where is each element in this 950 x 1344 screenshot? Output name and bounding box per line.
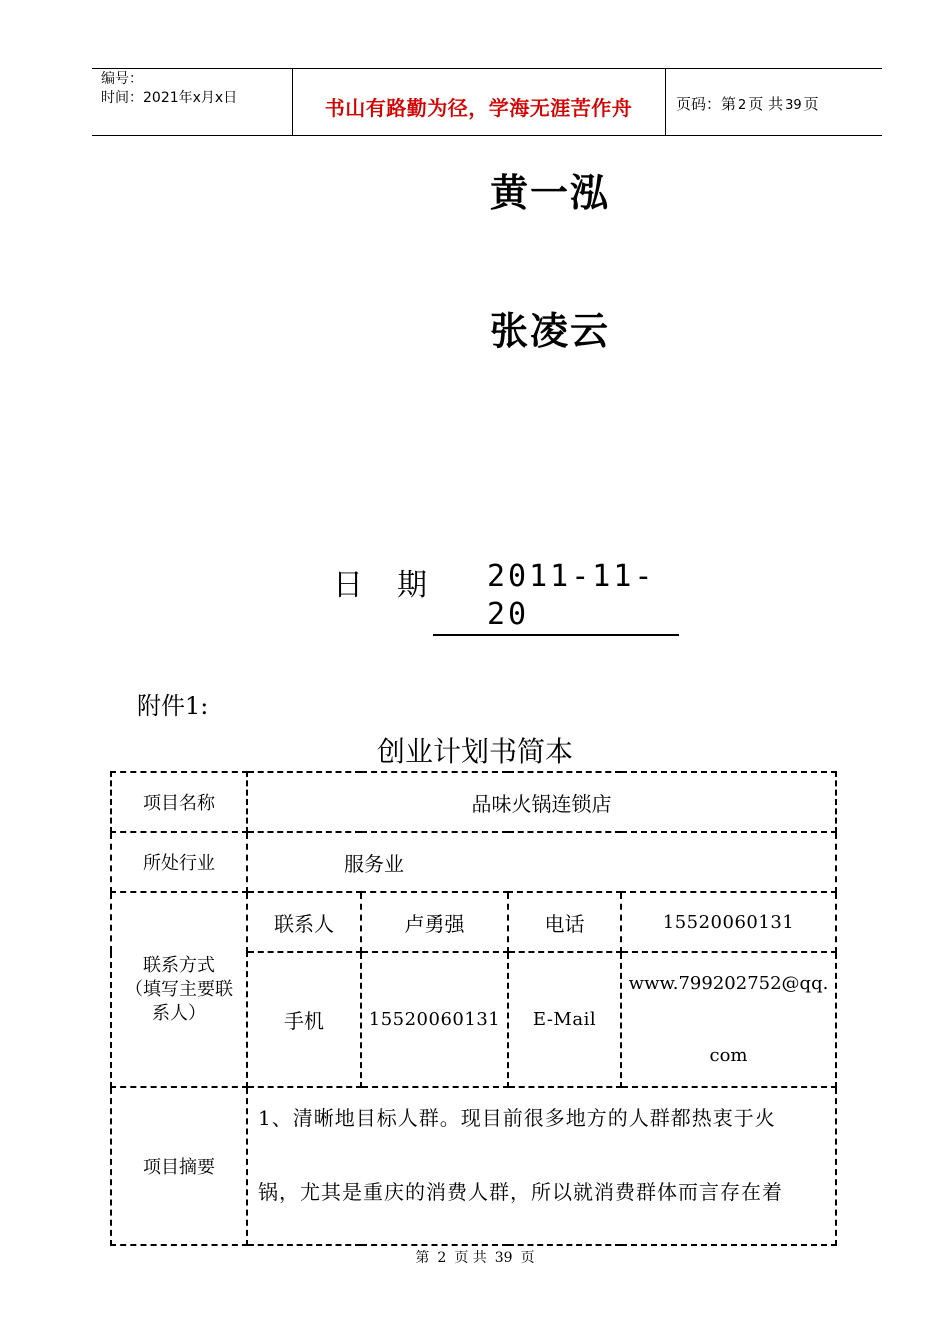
footer-prefix: 第 [415, 1250, 430, 1266]
email-value-line: com [709, 1044, 748, 1066]
page-prefix: 页码：第 [676, 95, 737, 113]
page-suffix: 页 [803, 95, 819, 113]
document-title: 创业计划书简本 [376, 735, 573, 768]
summary-line: 锅，尤其是重庆的消费人群，所以就消费群体而言存在着 [258, 1180, 783, 1204]
summary-label: 项目摘要 [111, 1087, 247, 1245]
table-row [111, 832, 836, 892]
email-value-line: www.799202752@qq. [628, 972, 829, 994]
header-top-rule [92, 68, 882, 69]
table-row [111, 892, 836, 952]
mobile-label: 手机 [247, 952, 361, 1087]
footer-page-number [0, 1247, 950, 1267]
email-value [621, 952, 836, 1087]
date-label-char: 期 [397, 568, 427, 603]
mobile-value: 15520060131 [361, 952, 508, 1087]
project-name-value: 品味火锅连锁店 [247, 772, 836, 832]
table-row [111, 772, 836, 832]
page-current: 2 [738, 98, 747, 113]
time-label: 时间：2021年x月x日 [101, 90, 238, 106]
contact-label-line: 联系方式 [143, 954, 215, 976]
industry-label: 所处行业 [111, 832, 247, 892]
footer-current: 2 [437, 1250, 447, 1266]
summary-line: 1、清晰地目标人群。现目前很多地方的人群都热衷于火 [258, 1106, 776, 1130]
page-mid: 页 共 [748, 95, 784, 113]
date-label [333, 560, 427, 604]
contact-person-label: 联系人 [247, 892, 361, 952]
footer-suffix: 页 [520, 1250, 535, 1266]
footer-total: 39 [494, 1250, 513, 1266]
attachment-label: 附件1: [137, 692, 209, 720]
number-label: 编号： [101, 71, 143, 87]
date-value: 2011-11-20 [433, 558, 679, 636]
contact-method-label [111, 892, 247, 1087]
header-motto: 书山有路勤为径，学海无涯苦作舟 [324, 96, 633, 120]
date-label-char: 日 [333, 568, 363, 603]
author-name: 黄一泓 [490, 170, 611, 215]
phone-label: 电话 [508, 892, 621, 952]
header-bottom-rule [92, 135, 882, 136]
phone-value: 15520060131 [621, 892, 836, 952]
table-row [111, 1087, 836, 1245]
footer-mid: 页 共 [454, 1250, 487, 1266]
header-page-number [676, 93, 819, 114]
contact-label-line: 系人） [152, 1002, 206, 1024]
header-divider [665, 68, 666, 135]
summary-text [247, 1087, 836, 1245]
contact-person-value: 卢勇强 [361, 892, 508, 952]
page-total: 39 [785, 98, 802, 113]
contact-label-line: （填写主要联 [125, 978, 233, 1000]
header-meta [101, 70, 237, 108]
author-name: 张凌云 [490, 308, 611, 353]
business-plan-table [110, 771, 837, 1246]
project-name-label: 项目名称 [111, 772, 247, 832]
industry-value: 服务业 [247, 832, 836, 892]
email-label: E-Mail [508, 952, 621, 1087]
